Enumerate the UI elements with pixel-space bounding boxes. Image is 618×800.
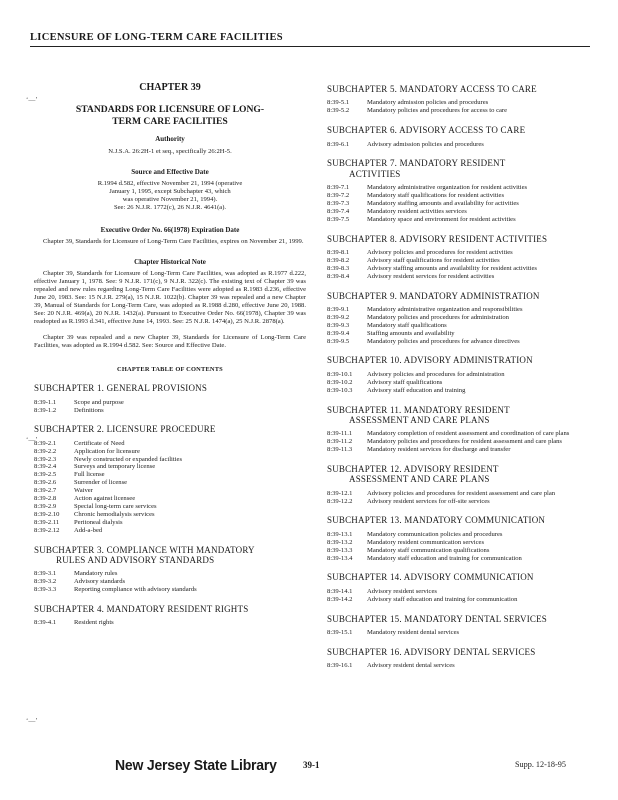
page-number: 39-1 [303, 760, 320, 770]
toc-entry [327, 249, 589, 257]
section-title: Advisory policies and procedures for resident assessment and care plan [367, 489, 556, 497]
section-title: Chronic hemodialysis services [74, 510, 155, 518]
subchapter-title: SUBCHAPTER 9. MANDATORY ADMINISTRATION [327, 290, 540, 301]
section-title: Mandatory staffing amounts and availability for activities [367, 199, 519, 207]
chapter-subtitle-line1: STANDARDS FOR LICENSURE OF LONG- [75, 104, 265, 115]
section-number: 8:39-7.5 [327, 215, 350, 223]
subchapter-title: SUBCHAPTER 3. COMPLIANCE WITH MANDATORY [34, 544, 255, 555]
toc-entry [327, 141, 589, 149]
section-number: 8:39-14.1 [327, 587, 353, 595]
section-title: Advisory admission policies and procedures [367, 140, 484, 148]
section-title: Advisory staff qualifications [367, 378, 443, 386]
right-toc [327, 84, 589, 670]
section-number: 8:39-11.2 [327, 438, 353, 446]
subchapter-title: SUBCHAPTER 4. MANDATORY RESIDENT RIGHTS [34, 604, 249, 615]
toc-entry [327, 430, 589, 438]
section-title: Mandatory policies and procedures for advance directives [367, 337, 520, 345]
toc-entry [34, 495, 306, 503]
section-number: 8:39-13.2 [327, 538, 353, 546]
subchapter-heading [327, 572, 589, 582]
right-column [327, 78, 589, 670]
toc-entry [34, 440, 306, 448]
subchapter-heading [327, 464, 589, 485]
section-title: Reporting compliance with advisory standards [74, 586, 197, 594]
subchapter-heading [327, 405, 589, 426]
section-title: Resident rights [74, 619, 114, 627]
toc-entry [327, 555, 589, 563]
subchapter-title: SUBCHAPTER 10. ADVISORY ADMINISTRATION [327, 355, 533, 366]
toc-entry [327, 371, 589, 379]
subchapter-heading [327, 125, 589, 135]
section-title: Add-a-bed [74, 526, 103, 534]
subchapter-heading [327, 355, 589, 365]
toc-entry [34, 578, 306, 586]
section-number: 8:39-10.3 [327, 386, 353, 394]
section-title: Mandatory staff qualifications [367, 321, 447, 329]
section-title: Advisory staffing amounts and availability for resident activities [367, 264, 537, 272]
section-title: Mandatory admission policies and procedures [367, 99, 489, 107]
toc-entry [34, 407, 306, 415]
section-title: Surveys and temporary license [74, 463, 156, 471]
section-title: Mandatory administrative organization for resident activities [367, 184, 528, 192]
section-number: 8:39-1.2 [34, 406, 57, 414]
toc-entry [327, 265, 589, 273]
section-number: 8:39-2.9 [34, 503, 57, 510]
toc-entry [327, 629, 589, 637]
subchapter-heading [327, 291, 589, 301]
subchapter-title: SUBCHAPTER 8. ADVISORY RESIDENT ACTIVITIES [327, 233, 548, 244]
section-number: 8:39-12.1 [327, 489, 353, 497]
left-column [34, 78, 306, 627]
subchapter-title: SUBCHAPTER 6. ADVISORY ACCESS TO CARE [327, 125, 526, 136]
section-title: Mandatory resident dental services [367, 628, 460, 636]
section-title: Mandatory policies and procedures for access to care [367, 107, 508, 115]
exec-order-text: Chapter 39, Standards for Licensure of Long-Term Care Facilities, expires on November 21, 1999. [43, 238, 304, 246]
section-title: Advisory standards [74, 578, 126, 586]
toc-entry [327, 596, 589, 604]
subchapter-title: SUBCHAPTER 12. ADVISORY RESIDENT [327, 463, 499, 474]
section-number: 8:39-11.3 [327, 446, 353, 454]
section-title: Action against licensee [74, 495, 136, 503]
subchapter-title: SUBCHAPTER 16. ADVISORY DENTAL SERVICES [327, 646, 536, 657]
history-label: Chapter Historical Note [134, 258, 206, 267]
section-number: 8:39-9.1 [327, 305, 350, 313]
subchapter-heading [327, 515, 589, 525]
toc-entry [34, 511, 306, 519]
section-number: 8:39-15.1 [327, 628, 353, 636]
section-title: Mandatory communication policies and procedures [367, 530, 503, 538]
section-number: 8:39-1.1 [34, 398, 57, 406]
toc-entry [327, 438, 589, 446]
exec-order-label: Executive Order No. 66(1978) Expiration Date [100, 225, 240, 234]
section-title: Mandatory policies and procedures for administration [367, 313, 509, 321]
section-title: Advisory staff education and training for communication [367, 595, 518, 603]
toc-entry [34, 463, 306, 471]
section-number: 8:39-14.2 [327, 595, 353, 603]
section-title: Mandatory resident activities services [367, 207, 467, 215]
section-title: Advisory staff education and training [367, 386, 466, 394]
subchapter-heading [34, 545, 306, 566]
margin-mark: ‘—’ [26, 436, 38, 444]
section-title: Newly constructed or expanded facilities [74, 455, 183, 463]
subchapter-heading [327, 84, 589, 94]
section-number: 8:39-13.3 [327, 546, 353, 554]
supplement-date: Supp. 12-18-95 [515, 760, 566, 769]
section-number: 8:39-2.6 [34, 479, 57, 487]
section-number: 8:39-13.1 [327, 530, 353, 538]
section-number: 8:39-2.10 [34, 510, 60, 518]
authority-label: Authority [155, 135, 185, 144]
subchapter-title: SUBCHAPTER 15. MANDATORY DENTAL SERVICES [327, 613, 547, 624]
subchapter-title-cont: RULES AND ADVISORY STANDARDS [56, 554, 215, 565]
section-number: 8:39-2.5 [34, 471, 57, 479]
toc-entry [327, 192, 589, 200]
subchapter-title: SUBCHAPTER 7. MANDATORY RESIDENT [327, 158, 506, 169]
section-title: Mandatory resident communication services [367, 538, 485, 546]
section-title: Application for licensure [74, 447, 140, 455]
section-number: 8:39-8.2 [327, 256, 350, 264]
section-number: 8:39-2.2 [34, 447, 57, 455]
chapter-subtitle-line2: TERM CARE FACILITIES [112, 115, 228, 127]
authority-text: N.J.S.A. 26:2H-1 et seq., specifically 26:2H-5. [108, 147, 232, 155]
history-text-2: Chapter 39 was repealed and a new Chapter 39, Standards for Licensure of Long-Term Care Facilities, was adopted as R.1994 d.582. See: Source and Effective Date. [34, 333, 306, 349]
toc-entry [34, 448, 306, 456]
section-title: Peritoneal dialysis [74, 518, 123, 526]
section-title: Certificate of Need [74, 439, 125, 447]
section-number: 8:39-2.7 [34, 487, 57, 495]
toc-entry [327, 314, 589, 322]
section-title: Mandatory space and environment for resident activities [367, 215, 516, 223]
section-title: Advisory resident dental services [367, 662, 455, 670]
toc-entry [327, 322, 589, 330]
section-number: 8:39-7.3 [327, 199, 350, 207]
subchapter-heading [34, 383, 306, 393]
section-number: 8:39-3.1 [34, 570, 57, 578]
section-number: 8:39-13.4 [327, 554, 353, 562]
section-number: 8:39-6.1 [327, 140, 350, 148]
subchapter-heading [327, 647, 589, 657]
section-title: Advisory resident services [367, 587, 437, 595]
toc-entry [327, 107, 589, 115]
toc-entry [327, 216, 589, 224]
section-title: Advisory resident services for off-site services [367, 497, 490, 505]
section-number: 8:39-10.2 [327, 378, 353, 386]
section-number: 8:39-9.2 [327, 313, 350, 321]
section-title: Mandatory policies and procedures for resident assessment and care plans [367, 438, 562, 446]
left-toc [34, 383, 306, 627]
toc-title: CHAPTER TABLE OF CONTENTS [117, 365, 223, 373]
section-number: 8:39-8.1 [327, 248, 350, 256]
toc-entry [327, 539, 589, 547]
toc-entry [327, 446, 589, 454]
page-header: LICENSURE OF LONG-TERM CARE FACILITIES [30, 32, 590, 47]
toc-entry [327, 531, 589, 539]
section-title: Full license [74, 471, 105, 479]
section-title: Mandatory rules [74, 570, 118, 578]
chapter-subtitle [34, 104, 306, 127]
toc-entry [327, 387, 589, 395]
section-title: Staffing amounts and availability [367, 329, 455, 337]
margin-mark: ‘—’ [26, 717, 38, 725]
subchapter-title-cont: ASSESSMENT AND CARE PLANS [349, 474, 490, 485]
section-number: 8:39-5.1 [327, 99, 350, 107]
toc-entry [327, 184, 589, 192]
margin-mark: ‘—’ [26, 96, 38, 104]
toc-entry [34, 519, 306, 527]
toc-entry [327, 547, 589, 555]
section-title: Mandatory resident services for discharge and transfer [367, 446, 511, 454]
section-number: 8:39-5.2 [327, 107, 350, 115]
section-number: 8:39-12.2 [327, 497, 353, 505]
toc-entry [327, 498, 589, 506]
section-number: 8:39-7.2 [327, 192, 350, 199]
toc-entry [34, 619, 306, 627]
section-title: Mandatory administrative organization and responsibilities [367, 305, 523, 313]
section-number: 8:39-7.4 [327, 207, 350, 215]
source-text-line: January 1, 1995, except Subchapter 43, which [109, 188, 231, 195]
section-number: 8:39-16.1 [327, 662, 353, 670]
section-number: 8:39-10.1 [327, 370, 353, 378]
source-text-line: See: 26 N.J.R. 1772(c), 26 N.J.R. 4641(a). [113, 203, 227, 211]
source-text-line: was operative November 21, 1994). [122, 195, 218, 203]
toc-entry [34, 399, 306, 407]
section-number: 8:39-9.5 [327, 337, 350, 345]
section-number: 8:39-8.4 [327, 272, 350, 280]
subchapter-title: SUBCHAPTER 2. LICENSURE PROCEDURE [34, 424, 216, 435]
section-number: 8:39-2.3 [34, 455, 57, 463]
subchapter-heading [327, 234, 589, 244]
subchapter-title-cont: ASSESSMENT AND CARE PLANS [349, 414, 490, 425]
subchapter-heading [34, 604, 306, 614]
toc-entry [327, 257, 589, 265]
subchapter-heading [327, 158, 589, 179]
toc-entry [327, 662, 589, 670]
toc-entry [327, 208, 589, 216]
toc-entry [34, 479, 306, 487]
toc-entry [34, 487, 306, 495]
source-text [34, 180, 306, 212]
toc-entry [34, 586, 306, 594]
toc-entry [327, 338, 589, 346]
section-number: 8:39-3.3 [34, 586, 57, 594]
source-text-line: R.1994 d.582, effective November 21, 1994 (operative [97, 180, 243, 188]
subchapter-title: SUBCHAPTER 13. MANDATORY COMMUNICATION [327, 515, 546, 526]
subchapter-title: SUBCHAPTER 5. MANDATORY ACCESS TO CARE [327, 84, 537, 94]
toc-entry [327, 99, 589, 107]
toc-entry [327, 330, 589, 338]
section-number: 8:39-4.1 [34, 619, 57, 627]
toc-entry [327, 379, 589, 387]
subchapter-heading [327, 614, 589, 624]
section-number: 8:39-11.1 [327, 430, 353, 438]
section-number: 8:39-2.12 [34, 526, 60, 534]
section-number: 8:39-7.1 [327, 184, 350, 192]
section-number: 8:39-3.2 [34, 578, 57, 586]
toc-entry [34, 527, 306, 535]
chapter-title: CHAPTER 39 [139, 82, 201, 93]
subchapter-heading [34, 424, 306, 434]
section-title: Mandatory staff education and training for communication [367, 554, 522, 562]
toc-entry [34, 570, 306, 578]
section-number: 8:39-9.3 [327, 321, 350, 329]
section-title: Advisory policies and procedures for administration [367, 370, 505, 378]
section-number: 8:39-2.8 [34, 495, 57, 503]
section-title: Advisory staff qualifications for resident activities [367, 256, 500, 264]
section-number: 8:39-2.1 [34, 439, 57, 447]
toc-entry [327, 588, 589, 596]
section-title: Mandatory staff qualifications for resident activities [367, 192, 505, 199]
section-title: Surrender of license [74, 479, 128, 487]
subchapter-title: SUBCHAPTER 11. MANDATORY RESIDENT [327, 404, 510, 415]
subchapter-title: SUBCHAPTER 14. ADVISORY COMMUNICATION [327, 572, 534, 583]
section-title: Mandatory staff communication qualifications [367, 546, 490, 554]
toc-entry [327, 490, 589, 498]
section-number: 8:39-8.3 [327, 264, 350, 272]
section-number: 8:39-2.11 [34, 518, 60, 526]
section-title: Advisory policies and procedures for resident activities [367, 248, 513, 256]
toc-entry [34, 456, 306, 464]
history-text-1: Chapter 39, Standards for Licensure of Long-Term Care Facilities, was adopted as R.1977 d.222, effective January 1, 1978. See: 9 N.J.R. 171(c), 9 N.J.R. 322(c). The existing text of Chapter 39 was repealed and new rules regarding Long-Term Care Facilities were adopted as R.1983 d.236, effective June 20, 1983. See: 15 N.J.R. 279(a), 15 N.J.R. 1022(b). Chapter 39 was repealed and a new Chapter 39, Manual of Standards for Long-Term Care, was adopted as R.1988 d.280, effective June 20, 1988. See: 20 N.J.R. 469(a), 20 N.J.R. 1432(a). Pursuant to Executive Order No. 66(1978), Chapter 39 was readopted as R.1993 d.341, effective June 14, 1993. See: 25 N.J.R. 1474(a), 25 N.J.R. 2878(a). [34, 270, 306, 325]
toc-entry [327, 306, 589, 314]
toc-entry [34, 471, 306, 479]
section-number: 8:39-9.4 [327, 329, 350, 337]
section-title: Waiver [74, 487, 93, 495]
section-title: Mandatory completion of resident assessment and coordination of care plans [367, 430, 570, 438]
section-title: Scope and purpose [74, 398, 124, 406]
subchapter-title: SUBCHAPTER 1. GENERAL PROVISIONS [34, 383, 208, 394]
source-label: Source and Effective Date [131, 167, 209, 176]
toc-entry [327, 200, 589, 208]
section-title: Advisory resident services for resident activities [367, 272, 495, 280]
section-number: 8:39-2.4 [34, 463, 57, 471]
toc-entry [34, 503, 306, 511]
section-title: Special long-term care services [74, 503, 157, 510]
subchapter-title-cont: ACTIVITIES [349, 168, 401, 179]
toc-entry [327, 273, 589, 281]
section-title: Definitions [74, 406, 104, 414]
library-stamp: New Jersey State Library [115, 756, 277, 774]
